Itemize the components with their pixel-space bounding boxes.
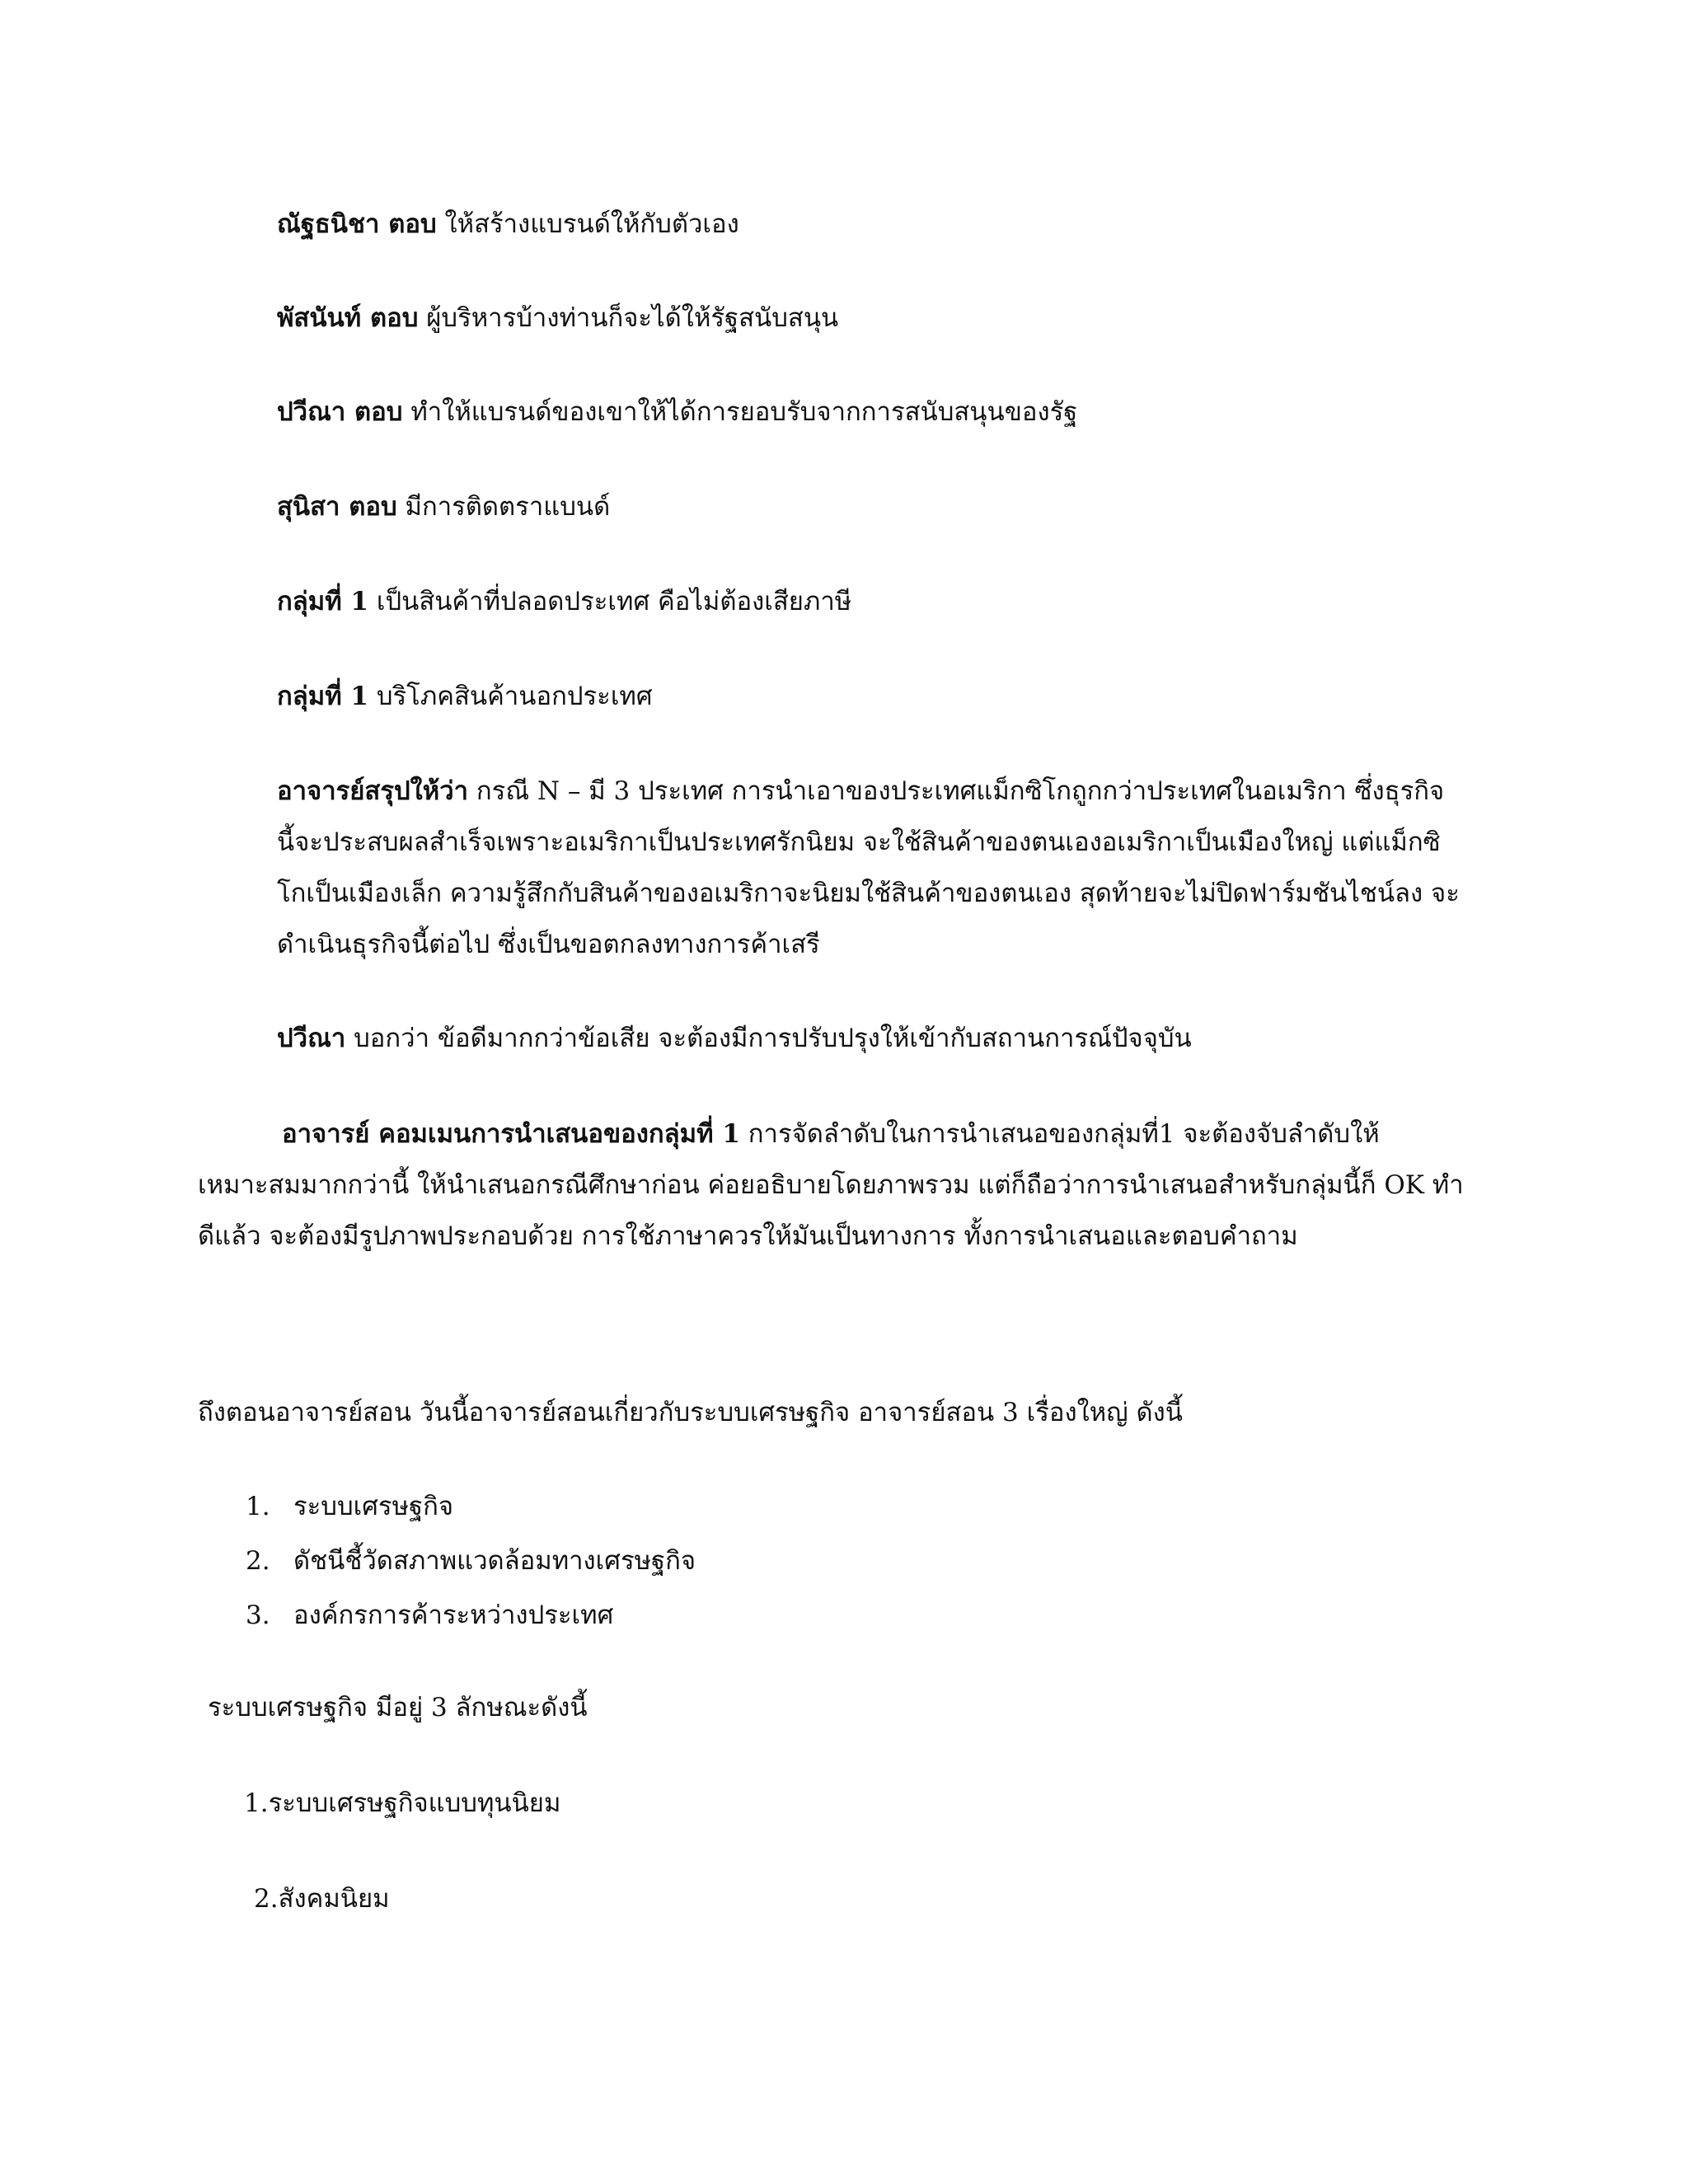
- summary-text: ดำเนินธุรกิจนี้ต่อไป ซึ่งเป็นขอตกลงทางการค้าเสรี: [277, 930, 820, 959]
- paweena-line: [277, 1022, 1192, 1055]
- topic-item: [246, 1490, 453, 1523]
- dialogue-text: มีการติดตราแบนด์: [396, 492, 611, 522]
- speaker-name: ปวีณา: [277, 1024, 346, 1053]
- dialogue-line: [277, 490, 610, 523]
- dialogue-text: เป็นสินค้าที่ปลอดประเทศ คือไม่ต้องเสียภาษี: [368, 587, 852, 616]
- summary-line: [277, 826, 1441, 859]
- topic-number: 1.: [246, 1492, 270, 1521]
- speaker-name: กลุ่มที่ 1: [277, 682, 368, 711]
- topic-text: ดัชนีชี้วัดสภาพแวดล้อมทางเศรษฐกิจ: [293, 1546, 696, 1576]
- comment-line: [282, 1118, 1380, 1151]
- systems-intro: ระบบเศรษฐกิจ มีอยู่ 3 ลักษณะดังนี้: [208, 1693, 588, 1722]
- summary-line: [277, 928, 820, 961]
- speaker-name: กลุ่มที่ 1: [277, 587, 368, 616]
- comment-text: การจัดลำดับในการนำเสนอของกลุ่มที่1 จะต้องจับลำดับให้: [739, 1119, 1380, 1149]
- speaker-name: อาจารย์ คอมเมนการนำเสนอของกลุ่มที่ 1: [282, 1119, 740, 1149]
- speaker-name: พัสนันท์ ตอบ: [277, 303, 419, 333]
- summary-text: นี้จะประสบผลสำเร็จเพราะอเมริกาเป็นประเทศรักนิยม จะใช้สินค้าของตนเองอเมริกาเป็นเมืองใหญ่ แต่แม็กซิ: [277, 827, 1441, 857]
- topic-item: [246, 1599, 613, 1632]
- dialogue-line: [277, 680, 653, 713]
- comment-text: เหมาะสมมากกว่านี้ ให้นำเสนอกรณีศึกษาก่อน ค่อยอธิบายโดยภาพรวม แต่ก็ถือว่าการนำเสนอสำหรับกลุ่มนี้ก็ OK ทำ: [198, 1170, 1464, 1200]
- topic-number: 2.: [246, 1546, 270, 1576]
- summary-text: โกเป็นเมืองเล็ก ความรู้สึกกับสินค้าของอเมริกาจะนิยมใช้สินค้าของตนเอง สุดท้ายจะไม่ปิดฟาร์มชันไชน์ลง จะ: [277, 879, 1460, 908]
- dialogue-line: [277, 585, 851, 618]
- speaker-name: อาจารย์สรุปให้ว่า: [277, 776, 469, 806]
- dialogue-text: ทำให้แบรนด์ของเขาให้ได้การยอบรับจากการสนับสนุนของรัฐ: [402, 397, 1078, 427]
- system-item: 2.สังคมนิยม: [254, 1884, 390, 1914]
- topic-text: ระบบเศรษฐกิจ: [293, 1492, 454, 1521]
- system-item: 1.ระบบเศรษฐกิจแบบทุนนิยม: [244, 1788, 561, 1818]
- topic-number: 3.: [246, 1601, 270, 1630]
- speaker-name: ณัฐธนิชา ตอบ: [277, 209, 437, 239]
- speaker-name: สุนิสา ตอบ: [277, 492, 397, 522]
- summary-line: [277, 775, 1444, 808]
- summary-line: [277, 877, 1460, 910]
- dialogue-text: ผู้บริหารบ้างท่านก็จะได้ให้รัฐสนับสนุน: [418, 303, 839, 333]
- summary-text: กรณี N – มี 3 ประเทศ การนำเอาของประเทศแม็กซิโกถูกกว่าประเทศในอเมริกา ซึ่งธุรกิจ: [468, 776, 1445, 806]
- dialogue-line: [277, 302, 838, 335]
- dialogue-text: บริโภคสินค้านอกประเทศ: [368, 682, 653, 711]
- comment-line: [198, 1169, 1464, 1202]
- dialogue-line: [277, 396, 1077, 429]
- topic-text: องค์กรการค้าระหว่างประเทศ: [293, 1601, 614, 1630]
- comment-text: ดีแล้ว จะต้องมีรูปภาพประกอบด้วย การใช้ภาษาควรให้มันเป็นทางการ ทั้งการนำเสนอและตอบคำถาม: [198, 1221, 1298, 1251]
- dialogue-line: [277, 208, 739, 241]
- topic-item: [246, 1544, 696, 1577]
- speaker-name: ปวีณา ตอบ: [277, 397, 403, 427]
- dialogue-text: ให้สร้างแบรนด์ให้กับตัวเอง: [436, 209, 739, 239]
- comment-line: [198, 1220, 1298, 1253]
- paweena-text: บอกว่า ข้อดีมากกว่าข้อเสีย จะต้องมีการปรับปรุงให้เข้ากับสถานการณ์ปัจจุบัน: [345, 1024, 1192, 1053]
- teaching-intro: ถึงตอนอาจารย์สอน วันนี้อาจารย์สอนเกี่ยวกับระบบเศรษฐกิจ อาจารย์สอน 3 เรื่องใหญ่ ดังนี้: [198, 1398, 1183, 1427]
